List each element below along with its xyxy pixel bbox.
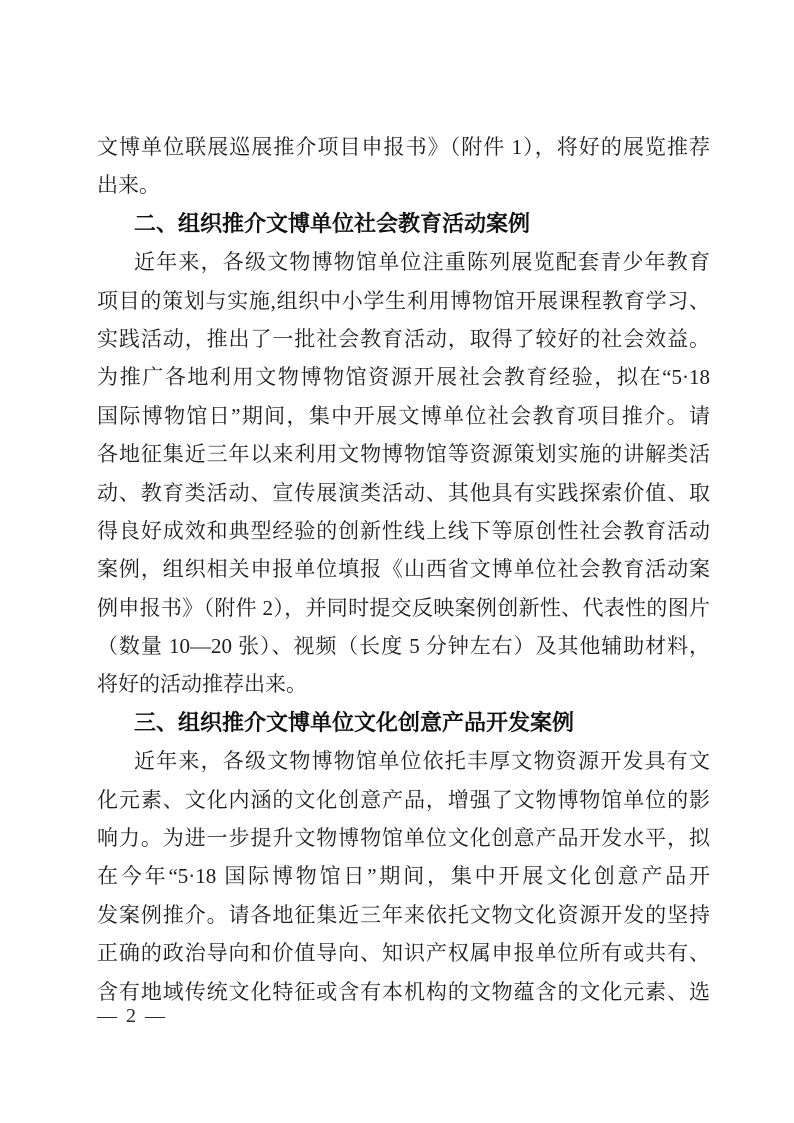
text-line: 国际博物馆日”期间，集中开展文博单位社会教育项目推介。请 xyxy=(97,403,710,428)
text-line: 实践活动，推出了一批社会教育活动，取得了较好的社会效益。 xyxy=(97,326,710,351)
text-line: 正确的政治导向和价值导向、知识产权属申报单位所有或共有、 xyxy=(97,941,710,966)
text-line: （数量 10—20 张）、视频（长度 5 分钟左右）及其他辅助材料， xyxy=(97,634,710,659)
text-line: 例申报书》（附件 2），并同时提交反映案例创新性、代表性的图片 xyxy=(97,595,710,620)
page-number: — 2 — xyxy=(97,1005,167,1027)
text-line: 各地征集近三年以来利用文物博物馆等资源策划实施的讲解类活 xyxy=(97,442,710,467)
text-line: 将好的活动推荐出来。 xyxy=(97,672,307,697)
section-heading-2: 二、组织推介文博单位社会教育活动案例 xyxy=(134,210,531,236)
text-line: 化元素、文化内涵的文化创意产品，增强了文物博物馆单位的影 xyxy=(97,787,710,812)
text-line: 发案例推介。请各地征集近三年来依托文物文化资源开发的坚持 xyxy=(97,902,710,927)
text-line: 近年来，各级文物博物馆单位依托丰厚文物资源开发具有文 xyxy=(134,749,710,774)
text-line: 含有地域传统文化特征或含有本机构的文物蕴含的文化元素、选 xyxy=(97,979,710,1004)
text-line: 文博单位联展巡展推介项目申报书》（附件 1），将好的展览推荐 xyxy=(97,135,710,159)
text-line: 响力。为进一步提升文物博物馆单位文化创意产品开发水平，拟 xyxy=(97,826,710,851)
text-line: 出来。 xyxy=(97,173,160,198)
text-line: 为推广各地利用文物博物馆资源开展社会教育经验，拟在“5·18 xyxy=(97,365,710,390)
text-line: 案例，组织相关申报单位填报《山西省文博单位社会教育活动案 xyxy=(97,557,710,582)
text-line: 动、教育类活动、宣传展演类活动、其他具有实践探索价值、取 xyxy=(97,480,710,505)
text-line: 得良好成效和典型经验的创新性线上线下等原创性社会教育活动 xyxy=(97,518,710,543)
text-line: 项目的策划与实施,组织中小学生利用博物馆开展课程教育学习、 xyxy=(97,288,710,313)
document-body xyxy=(97,128,710,1011)
text-line: 在今年“5·18 国际博物馆日”期间，集中开展文化创意产品开 xyxy=(97,864,710,889)
text-line: 近年来，各级文物博物馆单位注重陈列展览配套青少年教育 xyxy=(134,250,710,275)
section-heading-3: 三、组织推介文博单位文化创意产品开发案例 xyxy=(134,709,575,735)
